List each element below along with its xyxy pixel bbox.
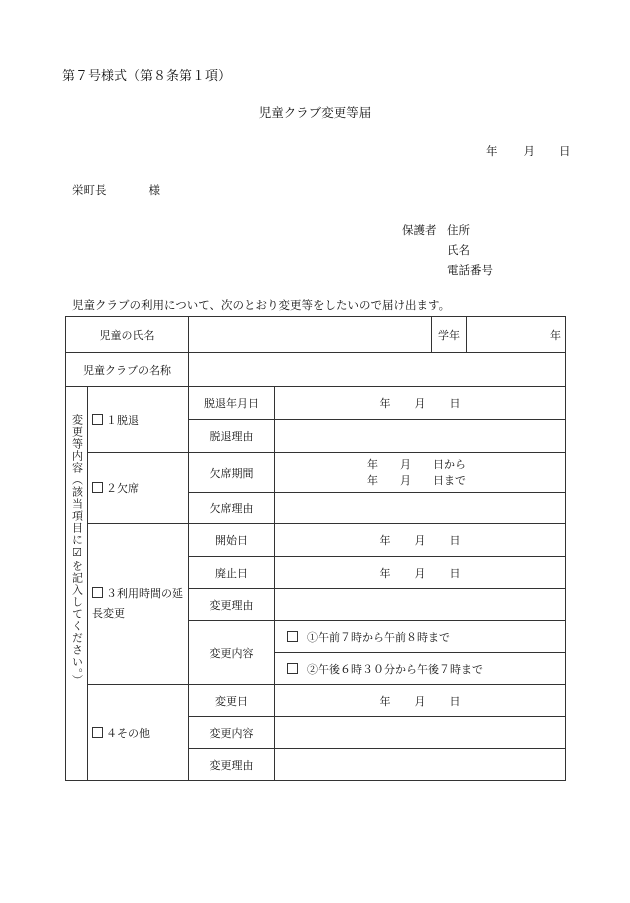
guardian-block (402, 220, 493, 280)
guardian-address-label: 住所 (447, 223, 470, 237)
withdraw-date-field[interactable]: 年 月 日 (275, 387, 566, 420)
absence-period-field[interactable] (275, 453, 566, 493)
extension-choice-1[interactable]: ①午前７時から午前８時まで (275, 621, 566, 653)
checkbox-icon[interactable] (287, 663, 298, 674)
absence-reason-field[interactable] (275, 493, 566, 524)
date-day: 日 (559, 144, 571, 158)
checkbox-icon[interactable] (92, 727, 103, 738)
absence-from: 年 月 日から (367, 457, 466, 471)
club-name-label: 児童クラブの名称 (66, 353, 189, 387)
end-date-label: 廃止日 (189, 557, 275, 589)
addressee (72, 182, 160, 198)
child-name-label: 児童の氏名 (66, 317, 189, 353)
checkbox-icon[interactable] (92, 414, 103, 425)
end-date-field[interactable]: 年 月 日 (275, 557, 566, 589)
guardian-label: 保護者 (402, 223, 437, 237)
absence-period-label: 欠席期間 (189, 453, 275, 493)
child-name-field[interactable] (189, 317, 432, 353)
section-label-cell (66, 387, 88, 781)
other-reason-label: 変更理由 (189, 749, 275, 781)
extension-content-label: 変更内容 (189, 621, 275, 685)
start-date-field[interactable]: 年 月 日 (275, 524, 566, 557)
extension-choice-2[interactable]: ②午後６時３０分から午後７時まで (275, 653, 566, 685)
extension-reason-label: 変更理由 (189, 589, 275, 621)
change-form-table (65, 316, 566, 781)
other-date-field[interactable]: 年 月 日 (275, 685, 566, 717)
document-title: 児童クラブ変更等届 (258, 105, 372, 120)
other-content-label: 変更内容 (189, 717, 275, 749)
option-withdraw[interactable]: １脱退 (88, 387, 189, 453)
checkbox-icon[interactable] (92, 587, 103, 598)
withdraw-reason-label: 脱退理由 (189, 420, 275, 453)
extension-reason-field[interactable] (275, 589, 566, 621)
club-name-field[interactable] (189, 353, 566, 387)
date-month: 月 (523, 144, 535, 158)
checkbox-icon[interactable] (92, 482, 103, 493)
withdraw-reason-field[interactable] (275, 420, 566, 453)
intro-text: 児童クラブの利用について、次のとおり変更等をしたいので届け出ます。 (72, 298, 451, 312)
form-number: 第７号様式（第８条第１項） (62, 69, 232, 84)
addressee-name: 栄町長 (72, 183, 107, 197)
option-other[interactable]: ４その他 (88, 685, 189, 781)
guardian-phone-label: 電話番号 (447, 263, 493, 277)
grade-field[interactable] (467, 317, 566, 353)
option-absence[interactable]: ２欠席 (88, 453, 189, 524)
date-year: 年 (486, 144, 498, 158)
section-label: 変更等内容（該当項目に☑を記入してください。） (70, 413, 84, 686)
option-extension[interactable]: ３利用時間の延長変更 (88, 524, 189, 685)
addressee-suffix: 様 (148, 183, 160, 197)
other-content-field[interactable] (275, 717, 566, 749)
start-date-label: 開始日 (189, 524, 275, 557)
other-reason-field[interactable] (275, 749, 566, 781)
guardian-name-label: 氏名 (447, 243, 470, 257)
submission-date (486, 143, 571, 159)
grade-label: 学年 (432, 317, 467, 353)
other-date-label: 変更日 (189, 685, 275, 717)
checkbox-icon[interactable] (287, 631, 298, 642)
absence-to: 年 月 日まで (367, 473, 466, 487)
withdraw-date-label: 脱退年月日 (189, 387, 275, 420)
absence-reason-label: 欠席理由 (189, 493, 275, 524)
grade-unit: 年 (550, 328, 561, 342)
